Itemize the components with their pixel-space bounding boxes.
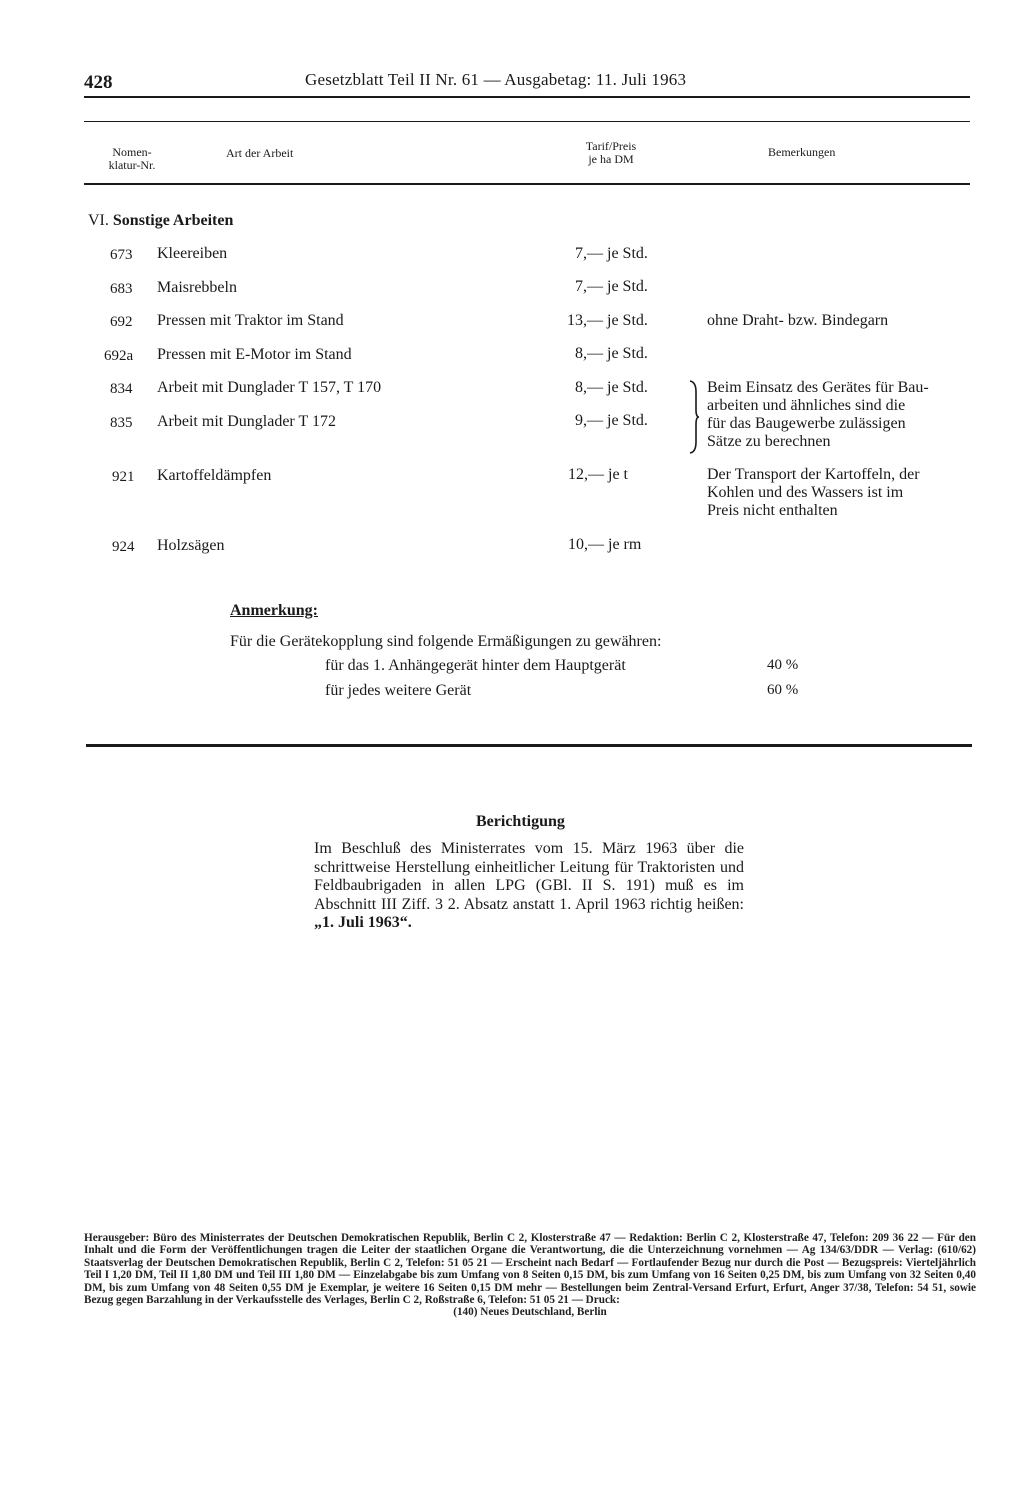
- row-price: 7,— je Std.: [575, 278, 648, 295]
- column-header-art: Art der Arbeit: [226, 146, 294, 160]
- note-intro: Für die Gerätekopplung sind folgende Ermäßigungen zu gewähren:: [230, 633, 662, 650]
- note-percentage: 60 %: [767, 682, 799, 698]
- row-number: 683: [110, 281, 133, 297]
- table-header-rule: [84, 183, 970, 185]
- row-description: Maisrebbeln: [157, 279, 237, 296]
- note-percentage: 40 %: [767, 657, 799, 673]
- column-header-tarif: Tarif/Preis je ha DM: [585, 139, 637, 166]
- column-header-nomenklatur: Nomen- klatur-Nr.: [108, 145, 156, 172]
- remark-line: Kohlen und des Wassers ist im: [707, 484, 904, 501]
- row-price: 12,— je t: [568, 466, 628, 483]
- note-title: Anmerkung:: [230, 602, 319, 619]
- row-description: Kartoffeldämpfen: [157, 467, 272, 484]
- row-remark: ohne Draht- bzw. Bindegarn: [707, 312, 889, 329]
- section-title: VI. Sonstige Arbeiten: [88, 212, 234, 229]
- row-price: 10,— je rm: [568, 536, 642, 553]
- row-price: 8,— je Std.: [575, 379, 648, 396]
- note-item: für jedes weitere Gerät: [325, 682, 472, 699]
- row-description: Arbeit mit Dunglader T 172: [157, 413, 336, 430]
- row-price: 9,— je Std.: [575, 412, 648, 429]
- row-price: 13,— je Std.: [567, 312, 648, 329]
- row-description: Pressen mit Traktor im Stand: [157, 312, 344, 329]
- page-title: Gesetzblatt Teil II Nr. 61 — Ausgabetag: 11. Juli 1963: [305, 70, 687, 89]
- row-price: 7,— je Std.: [575, 245, 648, 262]
- remark-line: für das Baugewerbe zulässigen: [707, 415, 906, 432]
- correction-title: Berichtigung: [476, 813, 565, 830]
- correction-body: Im Beschluß des Ministerrates vom 15. März 1963 über die schrittweise Herstellung einheitlicher Leitung für Traktoristen und Feldbaubrigaden in allen LPG (GBl. II S. 191) muß es im Abschnitt III Ziff. 3 2. Absatz anstatt 1. April 1963 richtig heißen: „1. Juli 1963“.: [314, 840, 744, 931]
- row-number: 924: [112, 539, 135, 555]
- remark-line: arbeiten und ähnliches sind die: [707, 397, 906, 414]
- remark-line: Beim Einsatz des Gerätes für Bau-: [707, 379, 929, 396]
- page-number: 428: [84, 72, 113, 93]
- remark-line: Sätze zu berechnen: [707, 433, 831, 450]
- row-number: 692a: [104, 348, 134, 364]
- table-top-rule: [84, 121, 970, 122]
- row-number: 834: [110, 381, 133, 397]
- note-item: für das 1. Anhängegerät hinter dem Hauptgerät: [325, 657, 626, 674]
- row-number: 673: [110, 247, 133, 263]
- brace-icon: [688, 380, 700, 454]
- row-description: Kleereiben: [157, 245, 228, 262]
- row-number: 921: [112, 469, 135, 485]
- row-price: 8,— je Std.: [575, 345, 648, 362]
- header-rule: [84, 96, 970, 98]
- column-header-bemerkungen: Bemerkungen: [768, 145, 836, 159]
- section-divider: [86, 744, 972, 747]
- row-number: 692: [110, 314, 133, 330]
- row-description: Arbeit mit Dunglader T 157, T 170: [157, 379, 382, 396]
- row-description: Holzsägen: [157, 537, 225, 554]
- remark-line: Der Transport der Kartoffeln, der: [707, 466, 920, 483]
- row-number: 835: [110, 415, 133, 431]
- imprint: Herausgeber: Büro des Ministerrates der Deutschen Demokratischen Republik, Berlin C 2, Klosterstraße 47 — Redaktion: Berlin C 2, Klosterstraße 47, Telefon: 209 36 22 — Für den Inhalt und die Form der Veröffentlichungen tragen die Leiter der staatlichen Organe die Verantwortung, die die Unterzeichnung vornehmen — Ag 134/63/DDR — Verlag: (610/62) Staatsverlag der Deutschen Demokratischen Republik, Berlin C 2, Telefon: 51 05 21 — Erscheint nach Bedarf — Fortlaufender Bezug nur durch die Post — Bezugspreis: Vierteljährlich Teil I 1,20 DM, Teil II 1,80 DM und Teil III 1,80 DM — Einzelabgabe bis zum Umfang von 8 Seiten 0,15 DM, bis zum Umfang von 16 Seiten 0,25 DM, bis zum Umfang von 32 Seiten 0,40 DM, bis zum Umfang von 48 Seiten 0,55 DM je Exemplar, je weitere 16 Seiten 0,15 DM mehr — Bestellungen beim Zentral-Versand Erfurt, Erfurt, Anger 37/38, Telefon: 54 51, sowie Bezug gegen Barzahlung in der Verkaufsstelle des Verlages, Berlin C 2, Roßstraße 6, Telefon: 51 05 21 — Druck: (140) Neues Deutschland, Berlin: [84, 1232, 976, 1319]
- row-description: Pressen mit E-Motor im Stand: [157, 346, 352, 363]
- remark-line: Preis nicht enthalten: [707, 502, 838, 519]
